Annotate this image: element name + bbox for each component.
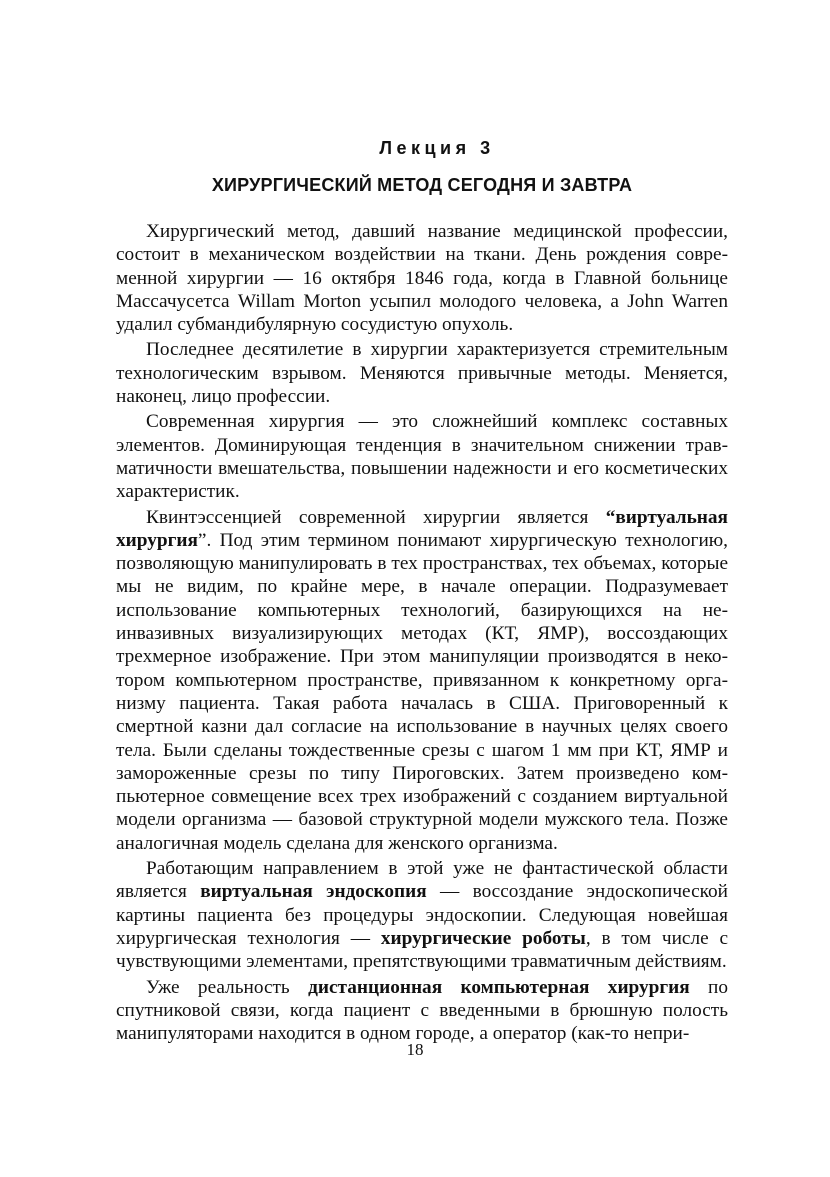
paragraph-6-text-1: Уже реальность [146, 976, 309, 998]
paragraph-6-text-2: по спутниковой связи, когда пациент с введенными в брюшную полость манипуляторами находится в одном городе, а оператор (как-то непри- [116, 976, 729, 1045]
term-surgical-robots: хирургические роботы [380, 927, 586, 949]
lecture-body [116, 220, 728, 1045]
paragraph-5-text-2: — воссоздание эндоскопической картины пациента без процедуры эндоскопии. Следующая новейшая хирургическая технология — [116, 881, 728, 949]
paragraph-5-text-3: , в том числе с чувствующими элементами, препятствующими травматичным действиям. [116, 927, 729, 973]
term-remote-computer-surgery: дистанционная компьютерная хирургия [308, 976, 690, 998]
paragraph-2: Последнее десятилетие в хирургии характеризуется стремительным технологическим взрывом. Меняются привычные методы. Меняется, наконец, лицо профессии. [116, 339, 728, 408]
paragraph-5-text-1: Работающим направлением в этой уже не фантастической области является [116, 858, 728, 903]
term-virtual-surgery: “виртуальная хирургия [116, 506, 728, 551]
lecture-number-heading: Лекция 3 [379, 138, 495, 158]
term-virtual-endoscopy: виртуальная эндоскопия [200, 881, 427, 903]
paragraph-3: Современная хирургия — это сложнейший комплекс составных элементов. Доминирующая тенденция в значительном снижении травматичности вмешательства, повышении надежности и его косметических характеристик. [116, 411, 728, 503]
paragraph-4-text-1: Квинтэссенцией современной хирургии является [146, 506, 606, 528]
paragraph-4-text-2: ”. Под этим термином понимают хирургическую технологию, позволяющую манипулировать в тех пространствах, тех объемах, которые мы не видим, по крайне мере, в начале операции. Подразумевает использование компьютерных технологий, базирующихся на неинвазивных визуализирующих методах (КТ, ЯМР), воссоздающих трехмерное изображение. При этом манипуляции производятся в некотором компьютерном пространстве, привязанном к конкретному организму пациента. Такая работа началась в США. Приговоренный к смертной казни дал согласие на использование в научных целях своего тела. Были сделаны тождественные срезы с шагом 1 мм при КТ, ЯМР и замороженные срезы по типу Пироговских. Затем произведено компьютерное совмещение всех трех изображений с созданием виртуальной модели организма — базовой структурной модели мужского тела. Позже аналогичная модель сделана для женского организма. [116, 529, 728, 854]
paragraph-5 [116, 857, 728, 973]
paragraph-1: Хирургический метод, давший название медицинской профессии, состоит в механическом воздействии на ткани. День рождения современной хирургии — 16 октября 1846 года, когда в Главной больнице Массачусетса Willam Morton усыпил молодого человека, а John Warren удалил субмандибулярную сосудистую опухоль. [116, 221, 728, 336]
lecture-title: ХИРУРГИЧЕСКИЙ МЕТОД СЕГОДНЯ И ЗАВТРА [211, 175, 633, 195]
page-number: 18 [406, 1040, 424, 1059]
paragraph-4 [116, 506, 728, 855]
paragraph-6 [116, 976, 728, 1046]
page-content [116, 136, 728, 1045]
